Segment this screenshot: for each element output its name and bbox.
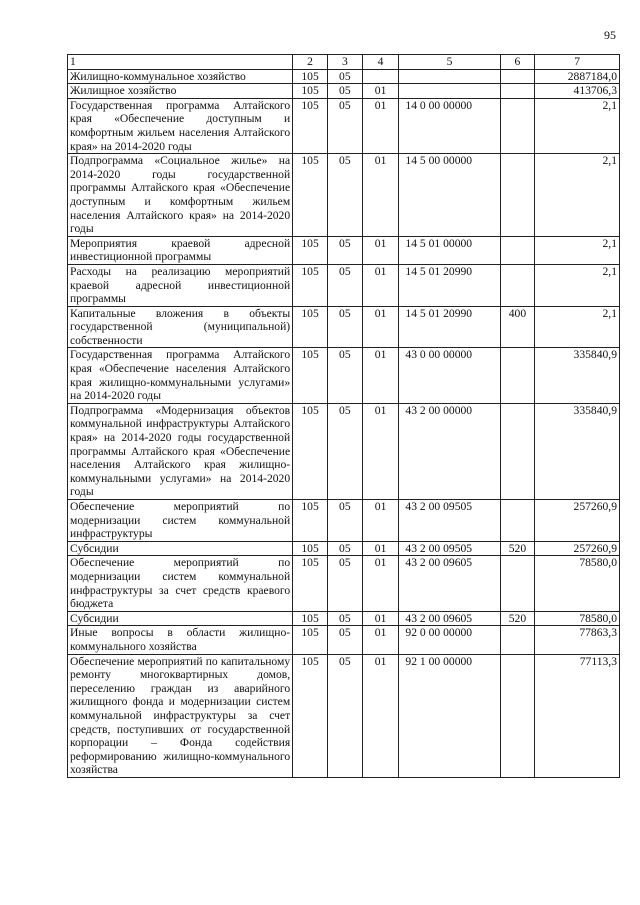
- row-col-2: 105: [293, 69, 328, 84]
- row-col-4: 01: [362, 403, 399, 499]
- row-col-6: [500, 69, 535, 84]
- row-col-7: 2887184,0: [535, 69, 620, 84]
- row-col-3: 05: [327, 264, 362, 306]
- row-name: Обеспечение мероприятий по модернизации систем коммунальной инфраструктуры: [68, 500, 293, 542]
- row-col-6: 400: [500, 306, 535, 348]
- row-col-3: 05: [327, 154, 362, 237]
- row-name: Государственная программа Алтайского края «Обеспечение доступным и комфортным жильем населения Алтайского края» на 2014-2020 годы: [68, 98, 293, 153]
- row-col-2: 105: [293, 611, 328, 626]
- row-name: Жилищно-коммунальное хозяйство: [68, 69, 293, 84]
- row-name: Иные вопросы в области жилищно-коммунального хозяйства: [68, 626, 293, 654]
- row-col-4: 01: [362, 500, 399, 542]
- row-col-7: 2,1: [535, 264, 620, 306]
- row-name: Государственная программа Алтайского края «Обеспечение населения Алтайского края жилищно-коммунальными услугами» на 2014-2020 годы: [68, 348, 293, 403]
- row-name: Обеспечение мероприятий по капитальному ремонту многоквартирных домов, переселению граждан из аварийного жилищного фонда и модернизации систем коммунальной инфраструктуры за счет средств, поступивших от государственной корпорации – Фонда содействия реформированию жилищно-коммунального хозяйства: [68, 654, 293, 777]
- row-col-7: 2,1: [535, 306, 620, 348]
- row-col-4: 01: [362, 84, 399, 99]
- row-col-7: 2,1: [535, 98, 620, 153]
- row-col-3: 05: [327, 403, 362, 499]
- table-row: [68, 264, 620, 306]
- row-col-5: 43 2 00 09605: [399, 611, 500, 626]
- row-col-3: 05: [327, 541, 362, 556]
- row-col-6: [500, 556, 535, 611]
- row-col-4: 01: [362, 611, 399, 626]
- table-row: [68, 626, 620, 654]
- table-row: [68, 98, 620, 153]
- row-col-4: 01: [362, 556, 399, 611]
- row-col-5: 43 0 00 00000: [399, 348, 500, 403]
- row-col-7: 78580,0: [535, 556, 620, 611]
- row-col-3: 05: [327, 556, 362, 611]
- row-col-2: 105: [293, 264, 328, 306]
- row-col-3: 05: [327, 611, 362, 626]
- row-col-2: 105: [293, 541, 328, 556]
- header-col-2: 2: [293, 55, 328, 70]
- row-col-5: 14 5 01 20990: [399, 306, 500, 348]
- header-row: [68, 55, 620, 70]
- row-name: Жилищное хозяйство: [68, 84, 293, 99]
- row-col-2: 105: [293, 500, 328, 542]
- row-col-7: 77863,3: [535, 626, 620, 654]
- row-col-3: 05: [327, 69, 362, 84]
- row-col-5: [399, 84, 500, 99]
- row-col-2: 105: [293, 654, 328, 777]
- row-col-7: 2,1: [535, 154, 620, 237]
- row-col-6: [500, 654, 535, 777]
- row-name: Обеспечение мероприятий по модернизации систем коммунальной инфраструктуры за счет средств краевого бюджета: [68, 556, 293, 611]
- row-col-7: 413706,3: [535, 84, 620, 99]
- table-row: [68, 348, 620, 403]
- row-col-2: 105: [293, 306, 328, 348]
- page-number: 95: [604, 28, 616, 42]
- table-row: [68, 654, 620, 777]
- row-col-7: 335840,9: [535, 348, 620, 403]
- row-col-4: 01: [362, 154, 399, 237]
- row-col-2: 105: [293, 556, 328, 611]
- row-col-5: 43 2 00 00000: [399, 403, 500, 499]
- row-col-4: 01: [362, 348, 399, 403]
- budget-table-body: [68, 55, 620, 778]
- row-col-5: 14 5 01 20990: [399, 264, 500, 306]
- row-col-3: 05: [327, 500, 362, 542]
- row-col-4: 01: [362, 541, 399, 556]
- header-col-1: 1: [68, 55, 293, 70]
- row-col-6: [500, 236, 535, 264]
- row-name: Подпрограмма «Модернизация объектов коммунальной инфраструктуры Алтайского края» на 2014-2020 годы государственной программы Алтайского края «Обеспечение населения Алтайского края жилищно-коммунальными услугами» на 2014-2020 годы: [68, 403, 293, 499]
- row-col-2: 105: [293, 626, 328, 654]
- table-row: [68, 84, 620, 99]
- row-col-6: [500, 84, 535, 99]
- row-col-6: [500, 500, 535, 542]
- row-col-5: 92 0 00 00000: [399, 626, 500, 654]
- row-col-4: [362, 69, 399, 84]
- row-col-6: [500, 403, 535, 499]
- row-col-6: [500, 264, 535, 306]
- row-col-7: 257260,9: [535, 541, 620, 556]
- row-col-4: 01: [362, 98, 399, 153]
- row-col-3: 05: [327, 84, 362, 99]
- budget-table: [67, 54, 620, 778]
- row-col-4: 01: [362, 626, 399, 654]
- row-name: Субсидии: [68, 611, 293, 626]
- row-col-5: 43 2 00 09505: [399, 500, 500, 542]
- row-col-5: 92 1 00 00000: [399, 654, 500, 777]
- row-name: Подпрограмма «Социальное жилье» на 2014-2020 годы государственной программы Алтайского края «Обеспечение доступным и комфортным жильем населения Алтайского края» на 2014-2020 годы: [68, 154, 293, 237]
- row-col-3: 05: [327, 348, 362, 403]
- row-col-2: 105: [293, 403, 328, 499]
- row-col-5: 14 5 00 00000: [399, 154, 500, 237]
- table-row: [68, 306, 620, 348]
- row-col-2: 105: [293, 348, 328, 403]
- row-col-4: 01: [362, 306, 399, 348]
- row-col-6: [500, 626, 535, 654]
- row-col-5: 43 2 00 09605: [399, 556, 500, 611]
- row-col-3: 05: [327, 654, 362, 777]
- header-col-7: 7: [535, 55, 620, 70]
- row-col-7: 335840,9: [535, 403, 620, 499]
- header-col-3: 3: [327, 55, 362, 70]
- row-col-2: 105: [293, 154, 328, 237]
- row-name: Расходы на реализацию мероприятий краевой адресной инвестиционной программы: [68, 264, 293, 306]
- row-col-7: 78580,0: [535, 611, 620, 626]
- row-name: Капитальные вложения в объекты государственной (муниципальной) собственности: [68, 306, 293, 348]
- table-row: [68, 541, 620, 556]
- row-col-6: 520: [500, 541, 535, 556]
- table-row: [68, 500, 620, 542]
- row-col-6: [500, 98, 535, 153]
- table-row: [68, 403, 620, 499]
- row-col-3: 05: [327, 626, 362, 654]
- row-col-7: 257260,9: [535, 500, 620, 542]
- row-col-6: 520: [500, 611, 535, 626]
- row-col-7: 77113,3: [535, 654, 620, 777]
- table-row: [68, 556, 620, 611]
- row-col-3: 05: [327, 98, 362, 153]
- row-col-4: 01: [362, 654, 399, 777]
- row-col-5: 14 5 01 00000: [399, 236, 500, 264]
- row-col-6: [500, 154, 535, 237]
- header-col-4: 4: [362, 55, 399, 70]
- row-col-6: [500, 348, 535, 403]
- header-col-5: 5: [399, 55, 500, 70]
- row-col-5: 14 0 00 00000: [399, 98, 500, 153]
- row-name: Мероприятия краевой адресной инвестиционной программы: [68, 236, 293, 264]
- table-row: [68, 154, 620, 237]
- row-col-5: [399, 69, 500, 84]
- table-row: [68, 611, 620, 626]
- row-col-2: 105: [293, 236, 328, 264]
- row-col-3: 05: [327, 306, 362, 348]
- table-row: [68, 69, 620, 84]
- row-col-2: 105: [293, 84, 328, 99]
- row-col-3: 05: [327, 236, 362, 264]
- table-row: [68, 236, 620, 264]
- row-name: Субсидии: [68, 541, 293, 556]
- row-col-4: 01: [362, 236, 399, 264]
- row-col-5: 43 2 00 09505: [399, 541, 500, 556]
- row-col-2: 105: [293, 98, 328, 153]
- row-col-7: 2,1: [535, 236, 620, 264]
- header-col-6: 6: [500, 55, 535, 70]
- row-col-4: 01: [362, 264, 399, 306]
